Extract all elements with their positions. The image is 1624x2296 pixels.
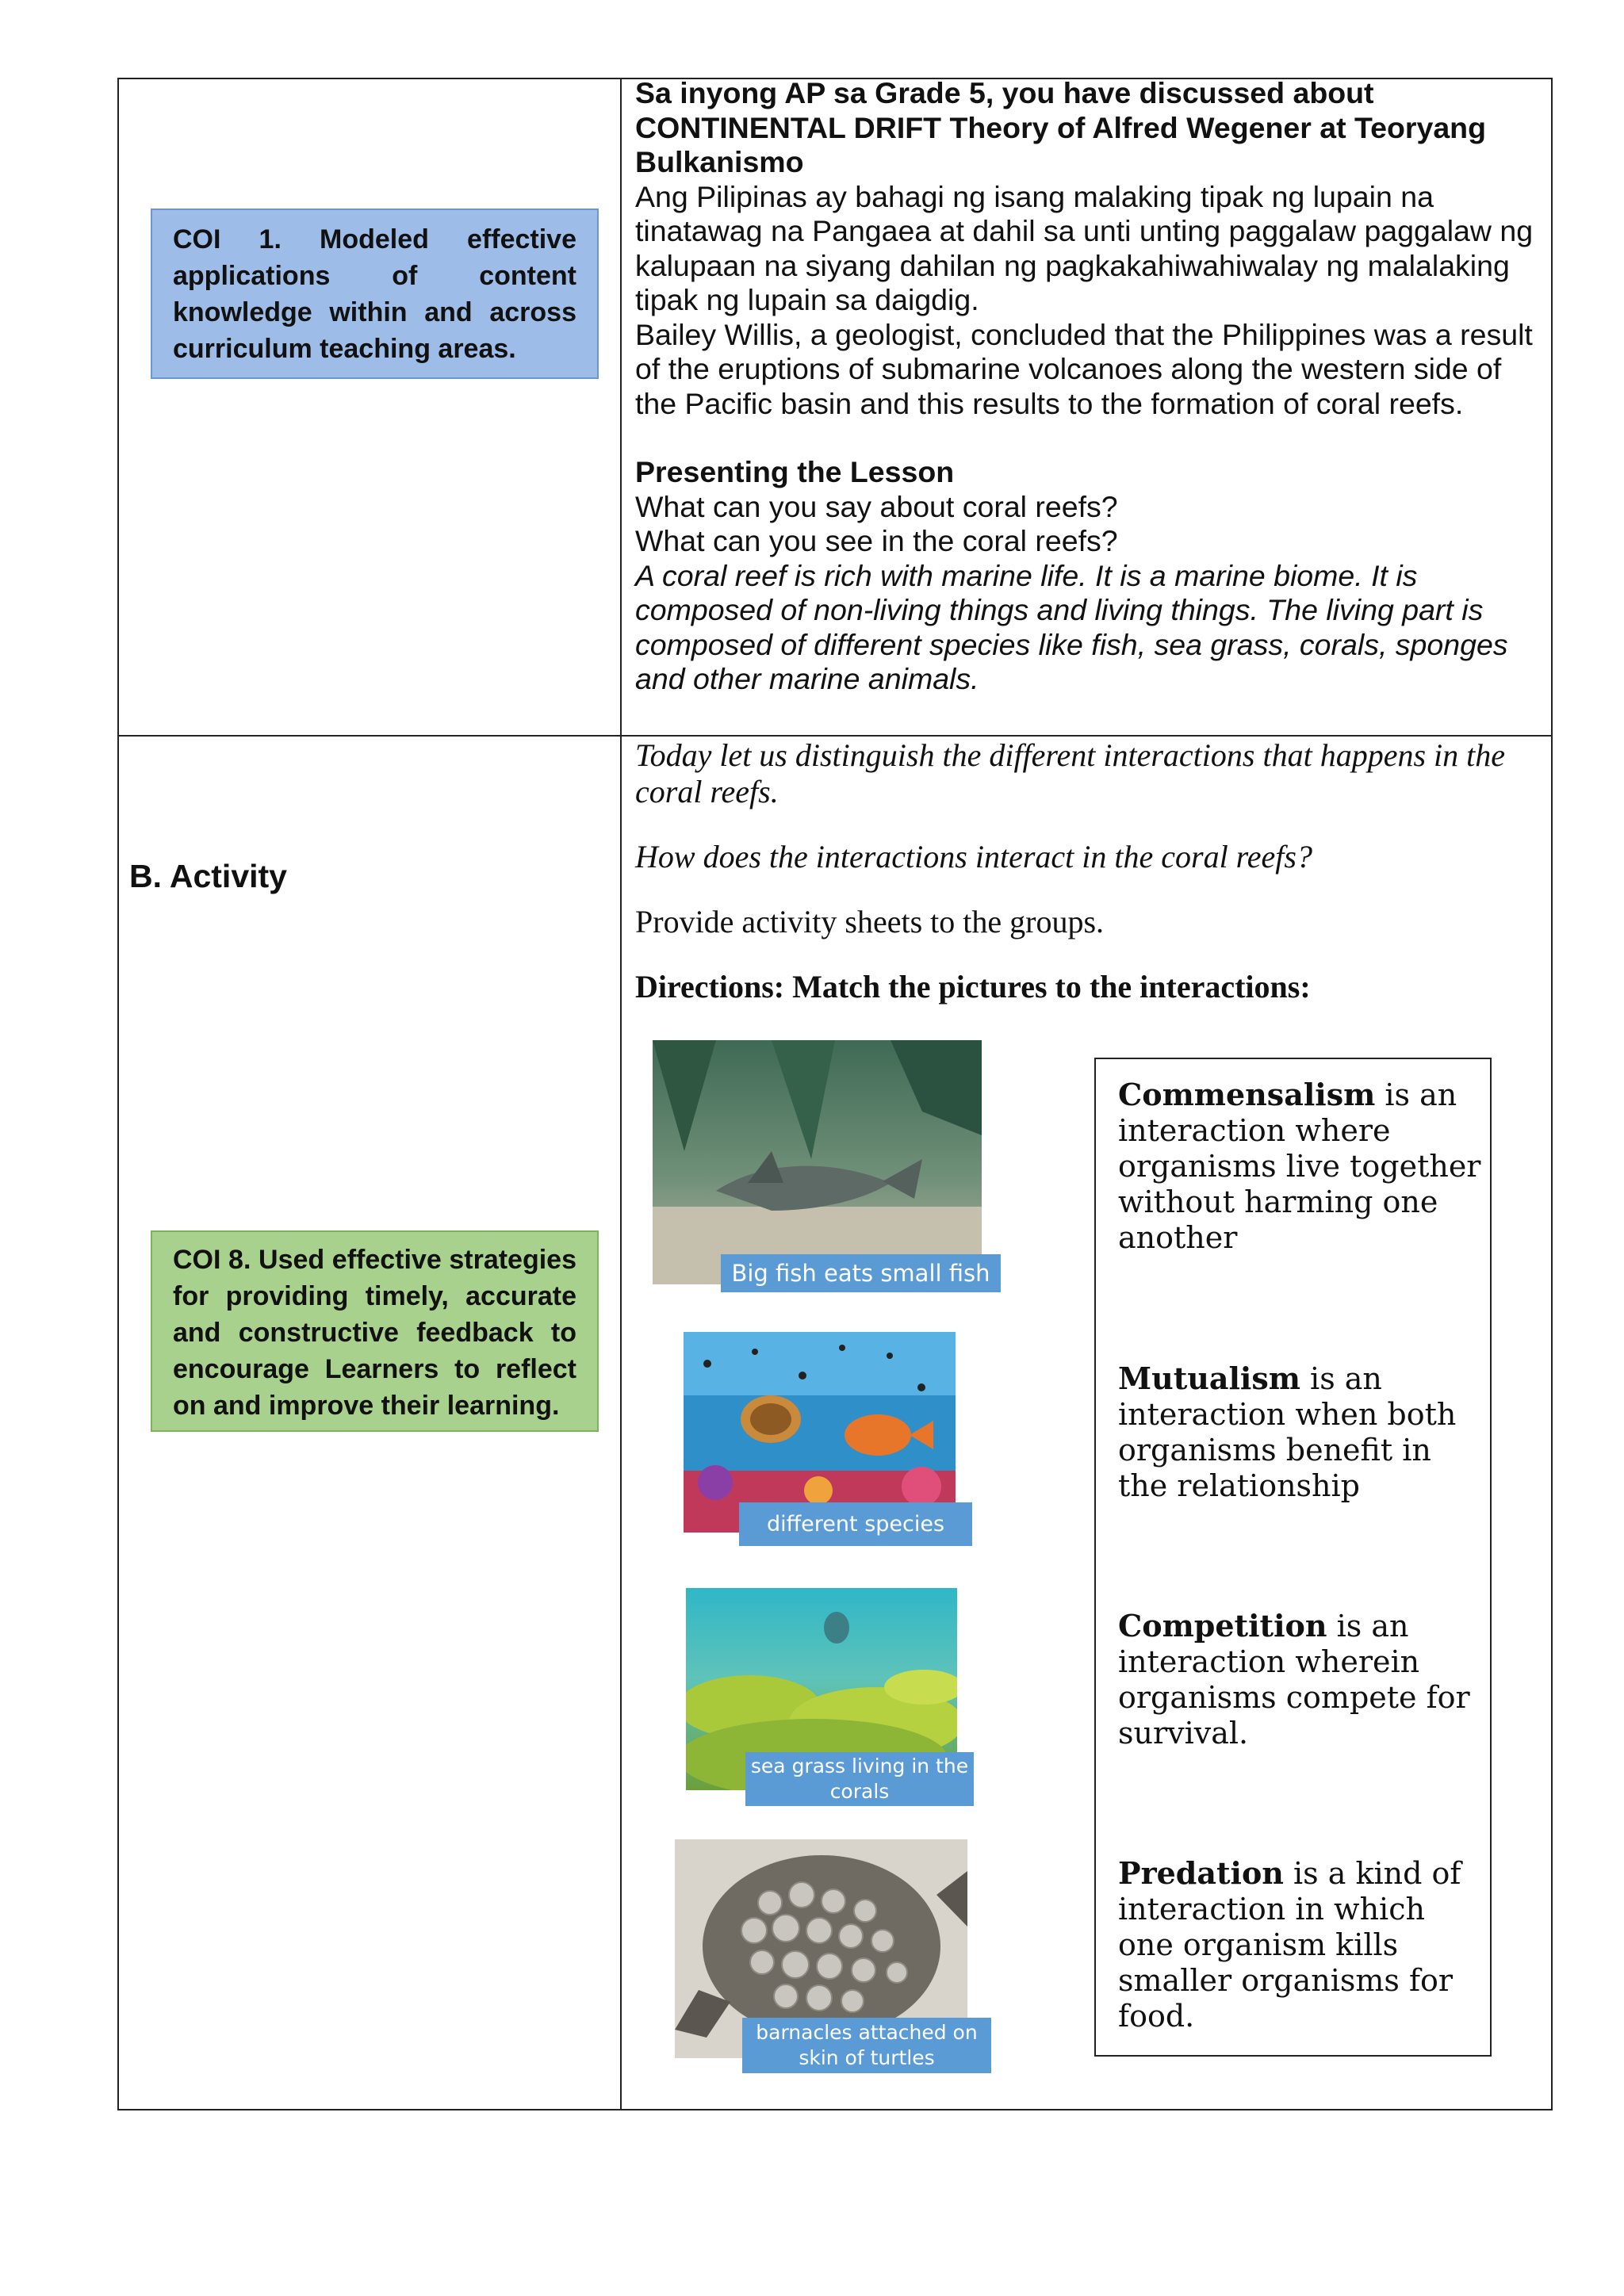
term-predation: Predation xyxy=(1118,1855,1284,1891)
caption-different-species: different species living xyxy=(739,1502,972,1546)
text-competition: is an interaction wherein organisms compete for survival. xyxy=(1118,1609,1470,1751)
review-heading: Sa inyong AP sa Grade 5, you have discussed about CONTINENTAL DRIFT Theory of Alfred Wegener at Teoryang Bulkanismo xyxy=(635,76,1486,178)
coi-8-text: COI 8. Used effective strategies for providing timely, accurate and constructive feedback to encourage Learners to reflect on and improve their learning. xyxy=(173,1245,576,1421)
presenting-heading: Presenting the Lesson xyxy=(635,455,955,488)
review-paragraph-2: Bailey Willis, a geologist, concluded that the Philippines was a result of the eruptions of submarine volcanoes along the western side of the Pacific basin and this results to the formation of coral reefs. xyxy=(635,317,1533,420)
activity-directions: Directions: Match the pictures to the interactions: xyxy=(635,969,1311,1004)
activity-intro: Today let us distinguish the different interactions that happens in the coral reefs. xyxy=(635,737,1505,809)
activity-section xyxy=(635,737,1547,1005)
shark-photo xyxy=(653,1040,982,1284)
term-competition: Competition xyxy=(1118,1608,1327,1644)
coral-reef-answer: A coral reef is rich with marine life. It is a marine biome. It is composed of non-living things and living things. The living part is composed of different species like fish, sea grass, corals, sponges and other marine animals. xyxy=(635,558,1508,695)
definition-commensalism xyxy=(1118,1077,1483,1256)
coi-8-callout xyxy=(151,1230,599,1432)
coi-1-callout xyxy=(151,209,599,379)
review-paragraph-1: Ang Pilipinas ay bahagi ng isang malaking tipak ng lupain na tinatawag na Pangaea at dahil sa unti unting paggalaw paggalaw ng kalupaan na siyang dahilan ng pagkakahiwahiwalay ng malalaking tipak ng lupain sa daigdig. xyxy=(635,179,1534,316)
text-predation: is a kind of interaction in which one organism kills smaller organisms for food. xyxy=(1118,1856,1461,2034)
text-mutualism: is an interaction when both organisms benefit in the relationship xyxy=(1118,1361,1457,1503)
caption-sea-grass: sea grass living in the corals xyxy=(745,1752,974,1806)
definition-mutualism xyxy=(1118,1360,1483,1504)
question-1: What can you say about coral reefs? xyxy=(635,489,1118,523)
coi-1-text: COI 1. Modeled effective applications of content knowledge within and across curriculum teaching areas. xyxy=(173,224,576,364)
caption-big-fish: Big fish eats small fish xyxy=(721,1254,1001,1292)
text-commensalism: is an interaction where organisms live together without harming one another xyxy=(1118,1077,1481,1255)
term-commensalism: Commensalism xyxy=(1118,1077,1376,1112)
activity-heading: B. Activity xyxy=(129,858,287,894)
definition-competition xyxy=(1118,1608,1483,1751)
interactions-definitions-box xyxy=(1094,1058,1492,2057)
activity-question: How does the interactions interact in the coral reefs? xyxy=(635,839,1312,874)
row-divider xyxy=(117,735,1553,737)
question-2: What can you see in the coral reefs? xyxy=(635,524,1118,557)
column-divider xyxy=(620,78,622,2110)
definition-predation xyxy=(1118,1855,1483,2034)
term-mutualism: Mutualism xyxy=(1118,1360,1300,1396)
review-section xyxy=(635,76,1547,697)
caption-barnacles: barnacles attached on skin of turtles xyxy=(742,2018,991,2073)
activity-provide: Provide activity sheets to the groups. xyxy=(635,904,1105,939)
